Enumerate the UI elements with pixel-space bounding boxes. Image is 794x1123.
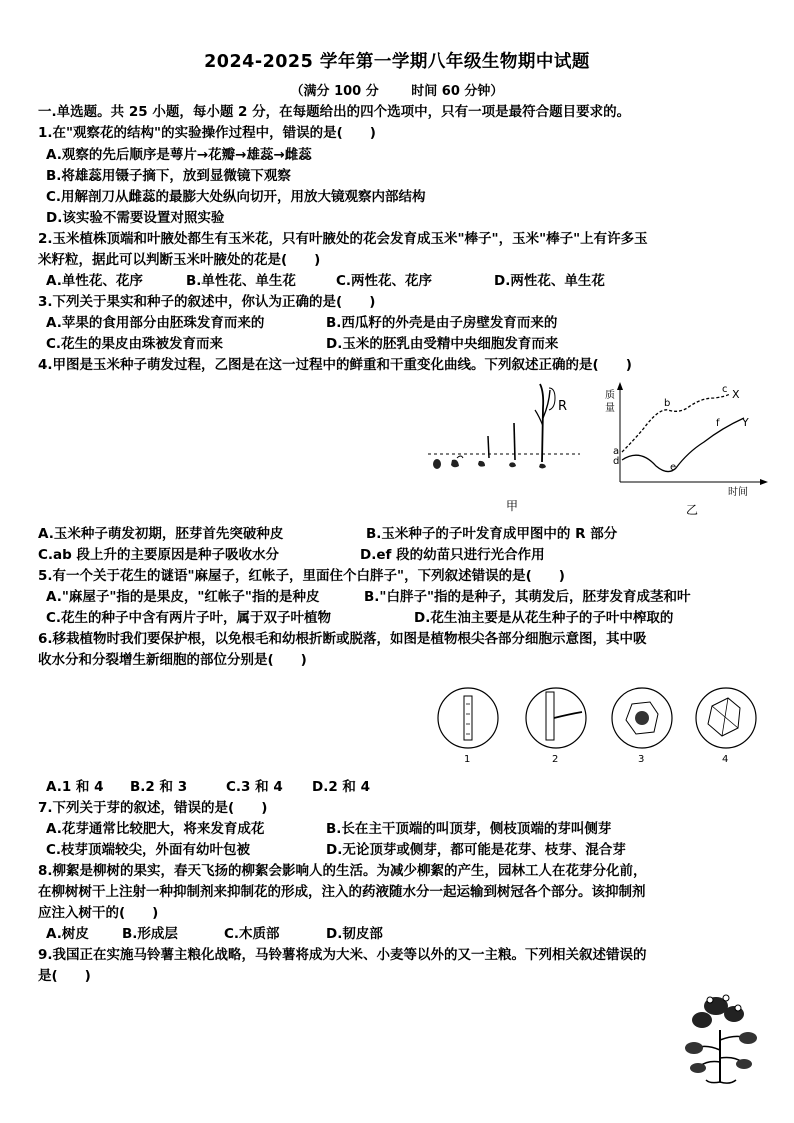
fig-caption-yi: 乙 bbox=[686, 503, 699, 517]
q1-option-c: C.用解剖刀从雌蕊的最膨大处纵向切开，用放大镜观察内部结构 bbox=[46, 189, 426, 205]
point-d: d bbox=[613, 456, 620, 467]
root-cell-1 bbox=[438, 688, 498, 765]
q1-stem: 1.在"观察花的结构"的实验操作过程中，错误的是( ) bbox=[38, 125, 376, 141]
q2-option-d: D.两性花、单生花 bbox=[494, 273, 605, 289]
q2-option-c: C.两性花、花序 bbox=[336, 273, 433, 289]
q4-option-b: B.玉米种子的子叶发育成甲图中的 R 部分 bbox=[366, 526, 618, 542]
weight-curve-chart bbox=[604, 378, 774, 518]
q3-option-d: D.玉米的胚乳由受精中央细胞发育而来 bbox=[326, 336, 559, 352]
q8-stem-1: 8.柳絮是柳树的果实，春天飞扬的柳絮会影响人的生活。为减少柳絮的产生，园林工人在花芽分化前， bbox=[38, 863, 647, 879]
seed-stage-1 bbox=[433, 459, 441, 469]
q9-stem-2: 是( ) bbox=[38, 968, 91, 984]
q3-stem: 3.下列关于果实和种子的叙述中，你认为正确的是( ) bbox=[38, 294, 376, 310]
q4-option-a: A.玉米种子萌发初期，胚芽首先突破种皮 bbox=[38, 526, 284, 542]
curve-x-label: X bbox=[732, 388, 740, 401]
point-b: b bbox=[664, 398, 671, 409]
q7-option-d: D.无论顶芽或侧芽，都可能是花芽、枝芽、混合芽 bbox=[326, 842, 626, 858]
root-cell-2 bbox=[526, 688, 586, 765]
q6-stem-2: 收水分和分裂增生新细胞的部位分别是( ) bbox=[38, 652, 307, 668]
y-axis-label-1: 质 bbox=[605, 390, 615, 401]
corn-germination-figure bbox=[424, 378, 594, 514]
q7-option-a: A.花芽通常比较肥大，将来发育成花 bbox=[46, 821, 265, 837]
q4-option-c: C.ab 段上升的主要原因是种子吸收水分 bbox=[38, 547, 280, 563]
q4-stem: 4.甲图是玉米种子萌发过程，乙图是在这一过程中的鲜重和干重变化曲线。下列叙述正确的是( ) bbox=[38, 357, 632, 373]
q5-option-d: D.花生油主要是从花生种子的子叶中榨取的 bbox=[414, 610, 674, 626]
q2-stem-2: 米籽粒，据此可以判断玉米叶腋处的花是( ) bbox=[38, 252, 321, 268]
q8-option-d: D.韧皮部 bbox=[326, 926, 383, 942]
seed-stage-3 bbox=[478, 461, 485, 467]
q8-stem-3: 应注入树干的( ) bbox=[38, 905, 159, 921]
q8-option-b: B.形成层 bbox=[122, 926, 178, 942]
q6-option-d: D.2 和 4 bbox=[312, 779, 371, 795]
q3-option-b: B.西瓜籽的外壳是由子房壁发育而来的 bbox=[326, 315, 558, 331]
point-f: f bbox=[716, 418, 720, 429]
x-axis-label: 时间 bbox=[728, 487, 748, 498]
q8-stem-2: 在柳树树干上注射一种抑制剂来抑制花的形成，注入的药液随水分一起运输到树冠各个部分。该抑制剂 bbox=[38, 884, 646, 900]
point-c: c bbox=[722, 384, 728, 395]
q7-option-b: B.长在主干顶端的叫顶芽，侧枝顶端的芽叫侧芽 bbox=[326, 821, 612, 837]
root-label-4: 4 bbox=[722, 754, 729, 765]
q2-option-a: A.单性花、花序 bbox=[46, 273, 143, 289]
q6-stem-1: 6.移栽植物时我们要保护根，以免根毛和幼根折断或脱落，如图是植物根尖各部分细胞示意图，其中吸 bbox=[38, 631, 647, 647]
q5-option-b: B."白胖子"指的是种子，其萌发后，胚芽发育成茎和叶 bbox=[364, 589, 691, 605]
q5-stem: 5.有一个关于花生的谜语"麻屋子，红帐子，里面住个白胖子"，下列叙述错误的是( ) bbox=[38, 568, 565, 584]
q2-stem-1: 2.玉米植株顶端和叶腋处都生有玉米花，只有叶腋处的花会发育成玉米"棒子"，玉米"棒子"上有许多玉 bbox=[38, 231, 648, 247]
q4-option-d: D.ef 段的幼苗只进行光合作用 bbox=[360, 547, 545, 563]
q6-option-c: C.3 和 4 bbox=[226, 779, 283, 795]
root-label-2: 2 bbox=[552, 754, 559, 765]
potato-plant-image bbox=[680, 990, 764, 1086]
root-tip-cells-figure bbox=[436, 682, 766, 768]
seed-stage-4 bbox=[509, 462, 516, 467]
point-e: e bbox=[670, 462, 677, 473]
score-info: （满分 100 分 bbox=[290, 84, 379, 99]
q6-option-a: A.1 和 4 bbox=[46, 779, 104, 795]
root-cell-3 bbox=[612, 688, 672, 765]
q5-option-a: A."麻屋子"指的是果皮，"红帐子"指的是种皮 bbox=[46, 589, 320, 605]
seed-stage-2 bbox=[451, 460, 459, 468]
y-axis-label-2: 量 bbox=[605, 403, 615, 414]
time-info: 时间 60 分钟） bbox=[411, 84, 504, 99]
q9-stem-1: 9.我国正在实施马铃薯主粮化战略，马铃薯将成为大米、小麦等以外的又一主粮。下列相关叙述错误的 bbox=[38, 947, 647, 963]
exam-title: 2024-2025 学年第一学期八年级生物期中试题 bbox=[204, 52, 590, 72]
q7-stem: 7.下列关于芽的叙述，错误的是( ) bbox=[38, 800, 268, 816]
q8-option-a: A.树皮 bbox=[46, 926, 89, 942]
root-cell-4 bbox=[696, 688, 756, 765]
q8-option-c: C.木质部 bbox=[224, 926, 280, 942]
seed-stage-5 bbox=[539, 464, 546, 469]
q5-option-c: C.花生的种子中含有两片子叶，属于双子叶植物 bbox=[46, 610, 332, 626]
root-label-3: 3 bbox=[638, 754, 645, 765]
curve-y-label: Y bbox=[742, 416, 749, 429]
exam-subtitle bbox=[0, 80, 794, 99]
q7-option-c: C.枝芽顶端较尖，外面有幼叶包被 bbox=[46, 842, 251, 858]
fig-caption-jia: 甲 bbox=[506, 499, 519, 513]
q1-option-d: D.该实验不需要设置对照实验 bbox=[46, 210, 225, 226]
root-label-1: 1 bbox=[464, 754, 471, 765]
label-r: R bbox=[558, 399, 568, 414]
curve-x bbox=[622, 394, 730, 452]
q2-option-b: B.单性花、单生花 bbox=[186, 273, 296, 289]
q3-option-a: A.苹果的食用部分由胚珠发育而来的 bbox=[46, 315, 265, 331]
q6-option-b: B.2 和 3 bbox=[130, 779, 188, 795]
section-heading: 一.单选题。共 25 小题，每小题 2 分，在每题给出的四个选项中，只有一项是最符合题目要求的。 bbox=[38, 104, 631, 120]
curve-y bbox=[622, 418, 744, 472]
q1-option-b: B.将雄蕊用镊子摘下，放到显微镜下观察 bbox=[46, 168, 291, 184]
q1-option-a: A.观察的先后顺序是萼片→花瓣→雄蕊→雌蕊 bbox=[46, 147, 312, 163]
point-a: a bbox=[613, 446, 620, 457]
q3-option-c: C.花生的果皮由珠被发育而来 bbox=[46, 336, 224, 352]
